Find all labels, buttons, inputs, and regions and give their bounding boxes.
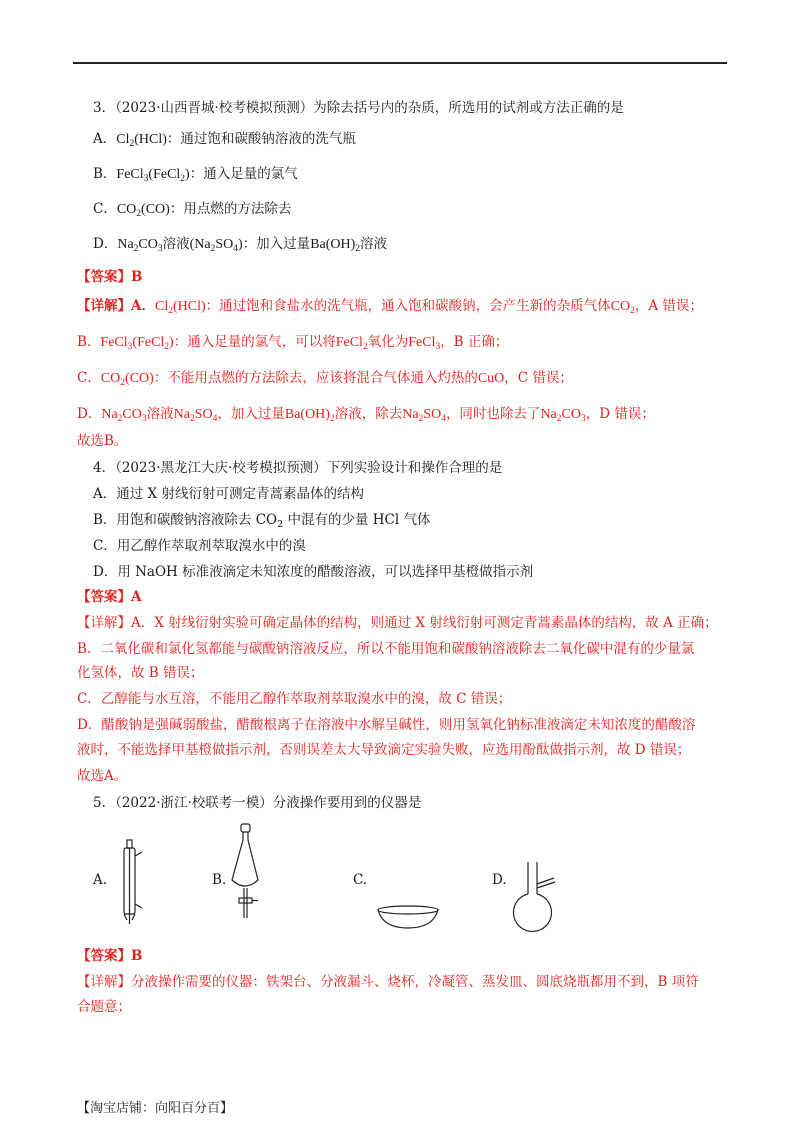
q4-explain-c: C．乙醇能与水互溶，不能用乙醇作萃取剂萃取溴水中的溴，故 C 错误； <box>77 691 512 707</box>
q4-answer: 【答案】A <box>77 589 142 605</box>
q3-option-b: B．FeCl$_3$(FeCl$_2$)：通入足量的氯气 <box>93 166 298 184</box>
evaporating-dish-image <box>375 900 441 932</box>
q3-option-c: C．$CO_2(CO)$：用点燃的方法除去 <box>93 201 292 219</box>
q4-option-b: B．用饱和碳酸钠溶液除去 $CO_2$ 中混有的少量 HCl 气体 <box>93 512 431 530</box>
q5-answer: 【答案】B <box>77 948 143 964</box>
footer-shop: 【淘宝店铺：向阳百分百】 <box>77 1101 234 1116</box>
q4-option-d: D．用 NaOH 标准液滴定未知浓度的醋酸溶液，可以选择甲基橙做指示剂 <box>93 564 534 580</box>
q3-option-d: D．$Na_2CO_3$溶液$(Na_2SO_4)$：加入过量$Ba(OH)_2$溶液 <box>93 236 388 254</box>
q5-option-c-label: C. <box>353 872 368 888</box>
q3-explain-c: C．$CO_2(CO)$：不能用点燃的方法除去，应该将混合气体通入灼热的CuO，C 错误； <box>77 370 573 388</box>
q4-conclusion: 故选A。 <box>77 768 128 784</box>
q3-explain-d: D．$Na_2CO_3$溶液$Na_2SO_4$，加入过量$Ba(OH)_2$溶液，除去$Na_2SO_4$，同时也除去了$Na_2CO_3$，D 错误； <box>77 406 655 424</box>
q5-explain-2: 合题意； <box>77 999 131 1015</box>
q3-option-a: A．$Cl_2(HCl)$：通过饱和碳酸钠溶液的洗气瓶 <box>93 131 356 149</box>
separatory-funnel-image <box>228 822 264 922</box>
header-rule <box>73 62 727 64</box>
q5-option-a-label: A. <box>93 872 108 888</box>
q4-explain-b1: B．二氧化碳和氯化氢都能与碳酸钠溶液反应，所以不能用饱和碳酸钠溶液除去二氧化碳中混有的少量氯 <box>77 641 695 657</box>
q5-option-d-label: D. <box>492 872 507 888</box>
q4-explain-a: 【详解】A．X 射线衍射实验可确定晶体的结构，则通过 X 射线衍射可测定青蒿素晶体的结构，故 A 正确； <box>77 615 718 631</box>
q5-stem: 5．（2022·浙江·校联考一模）分液操作要用到的仪器是 <box>93 795 422 811</box>
q4-stem: 4．（2023·黑龙江大庆·校考模拟预测）下列实验设计和操作合理的是 <box>93 460 503 476</box>
q4-option-a: A．通过 X 射线衍射可测定青蒿素晶体的结构 <box>93 486 364 502</box>
q5-option-b-label: B. <box>212 872 227 888</box>
q3-stem: 3．（2023·山西晋城·校考模拟预测）为除去括号内的杂质，所选用的试剂或方法正确的是 <box>93 100 624 116</box>
round-bottom-flask-image <box>512 860 560 934</box>
q3-answer: 【答案】B <box>77 269 143 285</box>
q3-explain-b: B．FeCl$_3$(FeCl$_2$)：通入足量的氯气，可以将FeCl$_2$氧化为FeCl$_3$，B 正确； <box>77 334 509 352</box>
q4-explain-b2: 化氢体，故 B 错误； <box>77 665 204 681</box>
q3-conclusion: 故选B。 <box>77 433 128 449</box>
q5-explain-1: 【详解】分液操作需要的仪器：铁架台、分液漏斗、烧杯，冷凝管、蒸发皿、圆底烧瓶都用不到，B 项符 <box>77 974 699 990</box>
q4-explain-d2: 液时，不能选择甲基橙做指示剂，否则误差太大导致滴定实验失败，应选用酚酞做指示剂，故 D 错误； <box>77 742 691 758</box>
q4-explain-d1: D．醋酸钠是强碱弱酸盐，醋酸根离子在溶液中水解呈碱性，则用氢氧化钠标准液滴定未知浓度的醋酸溶 <box>77 717 696 733</box>
condenser-image <box>114 838 148 926</box>
q3-explain-a: 【详解】A．$Cl_2(HCl)$：通过饱和食盐水的洗气瓶，通入饱和碳酸钠，会产生新的杂质气体$CO_2$，A 错误； <box>77 298 703 316</box>
q4-option-c: C．用乙醇作萃取剂萃取溴水中的溴 <box>93 538 306 554</box>
